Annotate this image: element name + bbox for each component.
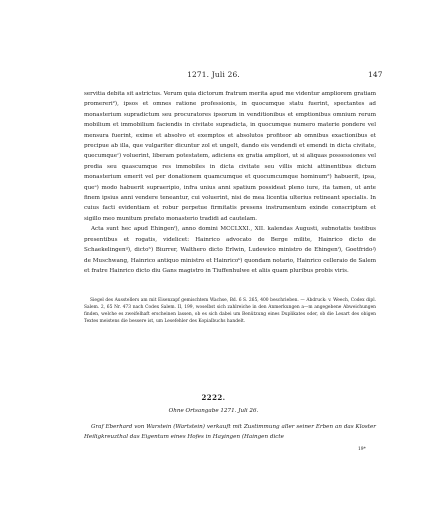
- charter-paragraph: servitia debita sit astrictus. Verum quia dictorum fratrum merita apud me videntur ampliorem gratiam promereri²), ipsos et omnes ratione professionis, in quocumque statu fuerint, spectantes ad monasterium supradictum seu procuratores ipsorum in venditionibus et emptionibus omnium rerum mobilium et immobilium faciendis in civitate supradicta, in quocumque numero materie pondere vel mensura fuerint, exime et absolvo et exemptos et absolutos profiteor ab omnibus exactionibus et precipue ab illa, que vulgariter dicuntur zol et ungelt, dando eis vendendi et emendi in dicta civitate, quecumqueᶜ) voluerint, liberam potestatem, adiciens ex gratia ampliori, ut si aliquas possessiones vel predia seu quascumque res immobiles in dicta civitate seu villis michi attinentibus dictum monasterium emerit vel per donationem quamcumque et quocumcumque hominumᵈ) habuerit, ipsa, queᵉ) modo habuerit supraeripio, infra unius anni spatium possideat pleno iure, ita tamen, ut ante finem ipsius anni vendere teneantur, cui voluerint, nisi de mea licentia ulterius retineant specialis. In cuius facti evidentiam et robur perpetue firmitatis presens instrumentum exinde conscriptum et sigillo meo munitum prefato monasterio tradidi ad cautelam.: [84, 91, 376, 222]
- sheet-signature: 19*: [358, 447, 366, 452]
- document-summary: [84, 422, 376, 443]
- source-note-text: Siegel des Ausstellers am mit Eisenzapf gemischtem Wachse, Bd. 6 S. 265, 400 beschrieben. — Abdruck: v. Weech, Codex dipl. Salem. 2, 65 Nr. 473 nach Codex Salem. II, 199, woselbst sich zahlreiche in den Anmerkungen a—m angegebene Abweichungen finden, welche es zweifelhaft erscheinen lassen, ob es sich dabei um Benützung eines Duplikates oder, ob die Lesart des obigen Textes meistens die bessere ist, um Lesefehler des Kopialbuchs handelt.: [84, 298, 376, 324]
- charter-text: [84, 89, 376, 276]
- charter-paragraph: Acta sunt hec apud Ehingenᶠ), anno domini MCCLXXI., XII. kalendas Augusti, subnotatis testibus presentibus et rogatis, videlicet: Hainrico advocato de Berge milite, Hainrico dicto de Schaekelingenᵍ), dictoʰ) Biurrer, Walthero dicto Erlwin, Ludewico ministro de Ehingenⁱ), Goetfridoʲ) de Muschwang, Hainrico antiquo ministro et Hainricoᵏ) quondam notario, Hainrico celleraio de Salem et fratre Hainrico dicto diu Gans magistro in Tiuffenhulwe et aliis quam pluribus probis viris.: [84, 226, 376, 274]
- document-date: Ohne Ortsangabe 1271. Juli 26.: [168, 408, 259, 414]
- summary-text: Graf Eberhard von Warstein (Wartstein) verkauft mit Zustimmung aller seiner Erben an das Kloster Heiligkreuzthal das Eigentum eines Hofes in Hayingen (Haingen dicte: [84, 424, 376, 441]
- source-note: [84, 298, 376, 326]
- page-number: 147: [368, 70, 383, 79]
- header-date: 1271. Juli 26.: [187, 70, 240, 79]
- document-number: 2222.: [201, 393, 226, 402]
